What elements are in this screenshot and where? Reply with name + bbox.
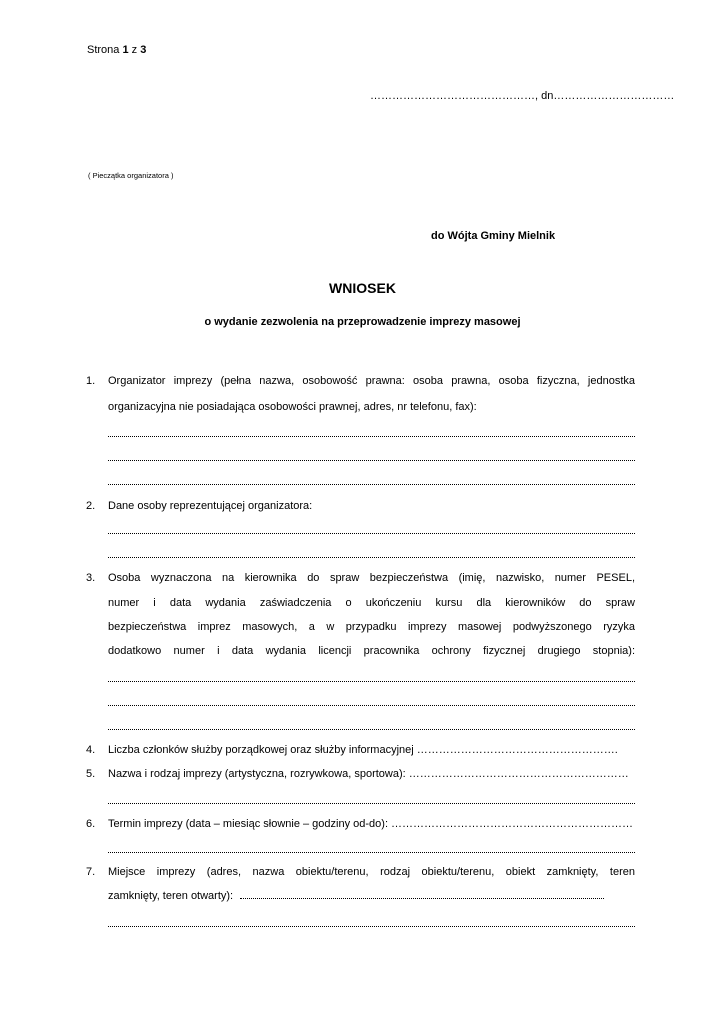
item-5-text-line-1[interactable]: Nazwa i rodzaj imprezy (artystyczna, rozrywkowa, sportowa): ……………………………………………………: [108, 768, 629, 780]
item-1-text-line-1: Organizator imprezy (pełna nazwa, osobowość prawna: osoba prawna, osoba fizyczna, jednostka: [108, 375, 635, 387]
item-7-text-line-2: [108, 890, 604, 902]
item-7-text-line-2-label: zamknięty, teren otwarty):: [108, 890, 234, 902]
document-subtitle: o wydanie zezwolenia na przeprowadzenie imprezy masowej: [204, 316, 521, 328]
item-7-number: 7.: [86, 866, 96, 878]
item-3-answer-line[interactable]: [108, 681, 635, 682]
item-6-answer-line[interactable]: [108, 852, 635, 853]
page-counter: [87, 44, 146, 56]
document-title: WNIOSEK: [329, 280, 396, 296]
organizer-stamp-label: ( Pieczątka organizatora ): [88, 171, 174, 180]
item-7-text-line-1: Miejsce imprezy (adres, nazwa obiektu/terenu, rodzaj obiektu/terenu, obiekt zamknięty, teren: [108, 866, 635, 878]
place-date-field[interactable]: ………………………………………, dn……………………………: [370, 90, 675, 102]
item-1-answer-line[interactable]: [108, 460, 635, 461]
item-7-answer-line[interactable]: [108, 926, 635, 927]
addressee: do Wójta Gminy Mielnik: [431, 230, 556, 242]
item-1-answer-line[interactable]: [108, 436, 635, 437]
item-3-text-line-4: dodatkowo numer i data wydania licencji pracownika ochrony fizycznej drugiego stopnia):: [108, 645, 635, 657]
item-3-answer-line[interactable]: [108, 705, 635, 706]
item-6-number: 6.: [86, 818, 96, 830]
page-total: 3: [140, 44, 147, 56]
item-4-text-line-1[interactable]: Liczba członków służby porządkowej oraz służby informacyjnej ……………………………………………….: [108, 744, 618, 756]
item-2-text-line-1: Dane osoby reprezentującej organizatora:: [108, 500, 313, 512]
item-3-text-line-1: Osoba wyznaczona na kierownika do spraw bezpieczeństwa (imię, nazwisko, numer PESEL,: [108, 572, 635, 584]
item-2-answer-line[interactable]: [108, 557, 635, 558]
item-1-number: 1.: [86, 375, 96, 387]
item-3-text-line-3: bezpieczeństwa imprez masowych, a w przypadku imprezy masowej podwyższonego ryzyka: [108, 621, 635, 633]
item-2-answer-line[interactable]: [108, 533, 635, 534]
item-3-text-line-2: numer i data wydania zaświadczenia o ukończeniu kursu dla kierowników do spraw: [108, 597, 635, 609]
item-4-number: 4.: [86, 744, 96, 756]
item-5-number: 5.: [86, 768, 96, 780]
page-current: 1: [122, 44, 129, 56]
item-5-answer-line[interactable]: [108, 803, 635, 804]
item-1-text-line-2: organizacyjna nie posiadająca osobowości prawnej, adres, nr telefonu, fax):: [108, 401, 477, 413]
item-2-number: 2.: [86, 500, 96, 512]
item-1-answer-line[interactable]: [108, 484, 635, 485]
item-7-inline-answer[interactable]: [240, 898, 604, 899]
item-3-answer-line[interactable]: [108, 729, 635, 730]
page-counter-label: Strona: [87, 44, 120, 56]
page-separator: z: [131, 44, 138, 56]
item-6-text-line-1[interactable]: Termin imprezy (data – miesiąc słownie – godziny od-do): …………………………………………………………: [108, 818, 634, 830]
item-3-number: 3.: [86, 572, 96, 584]
